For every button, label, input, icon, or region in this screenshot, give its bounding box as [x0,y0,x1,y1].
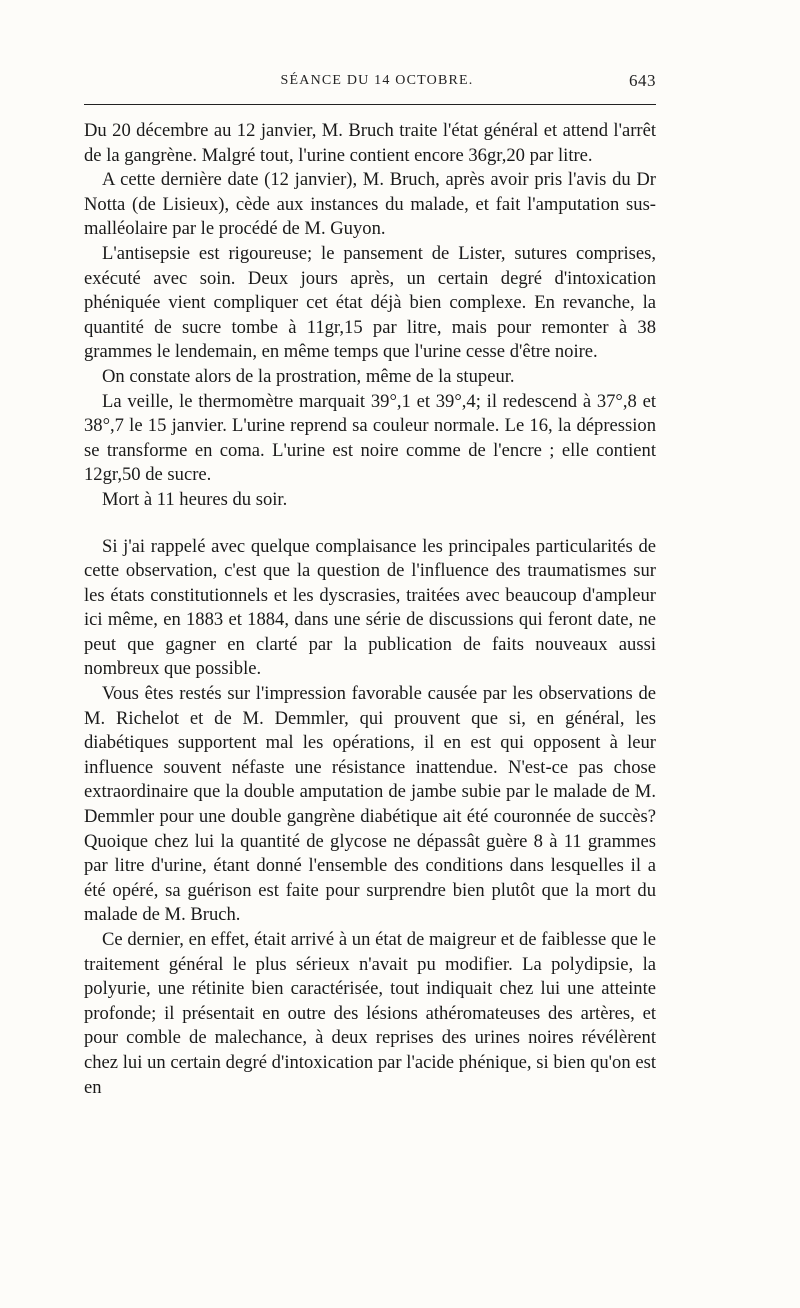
paragraph: Ce dernier, en effet, était arrivé à un état de maigreur et de faiblesse que le traitement général le plus sérieux n'avait pu modifier. La polydipsie, la polyurie, une rétinite bien caractérisée, tout indiquait chez lui une atteinte profonde; il présentait en outre des lésions athéromateuses des artères, et pour comble de malechance, à deux reprises des urines noires révélèrent chez lui un certain degré d'intoxication par l'acide phénique, si bien qu'on est en [84,929,656,1098]
paragraph: On constate alors de la prostration, même de la stupeur. [102,365,515,387]
section-gap [84,513,656,535]
paragraph: L'antisepsie est rigoureuse; le pansement de Lister, sutures comprises, exécuté avec soin. Deux jours après, un certain degré d'intoxication phéniquée vient compliquer cet état déjà bien complexe. En revanche, la quantité de sucre tombe à 11gr,15 par litre, mais pour remonter à 38 grammes le lendemain, en même temps que l'urine cesse d'être noire. [84,242,656,363]
body-text [84,119,656,1100]
paragraph: A cette dernière date (12 janvier), M. Bruch, après avoir pris l'avis du Dr Notta (de Lisieux), cède aux instances du malade, et fait l'amputation sus-malléolaire par le procédé de M. Guyon. [84,169,656,240]
running-header [84,60,656,88]
paragraph: Du 20 décembre au 12 janvier, M. Bruch traite l'état général et attend l'arrêt de la gangrène. Malgré tout, l'urine contient encore 36gr,20 par litre. [84,120,656,166]
page-number: 643 [629,71,656,90]
paragraph: Si j'ai rappelé avec quelque complaisance les principales particularités de cette observation, c'est que la question de l'influence des traumatismes sur les états constitutionnels et les dyscrasies, traitées avec beaucoup d'ampleur ici même, en 1883 et 1884, dans une série de discussions qui feront date, ne peut que gagner en clarté par la publication de faits nouveaux aussi nombreux que possible. [84,535,656,680]
paragraph: La veille, le thermomètre marquait 39°,1 et 39°,4; il redescend à 37°,8 et 38°,7 le 15 janvier. L'urine reprend sa couleur normale. Le 16, la dépression se transforme en coma. L'urine est noire comme de l'encre ; elle contient 12gr,50 de sucre. [84,390,656,486]
paragraph: Mort à 11 heures du soir. [102,488,288,510]
book-page [84,60,656,1100]
header-rule [84,104,656,105]
running-title: SÉANCE DU 14 OCTOBRE. [280,73,474,88]
paragraph: Vous êtes restés sur l'impression favorable causée par les observations de M. Richelot et de M. Demmler, qui prouvent que si, en général, les diabétiques supportent mal les opérations, il en est qui opposent à leur influence souvent néfaste une résistance inattendue. N'est-ce pas chose extraordinaire que la double amputation de jambe subie par le malade de M. Demmler pour une double gangrène diabétique ait été couronnée de succès? Quoique chez lui la quantité de glycose ne dépassât guère 8 à 11 grammes par litre d'urine, étant donné l'ensemble des conditions dans lesquelles il a été opéré, sa guérison est faite pour surprendre bien plutôt que la mort du malade de M. Bruch. [84,683,656,926]
